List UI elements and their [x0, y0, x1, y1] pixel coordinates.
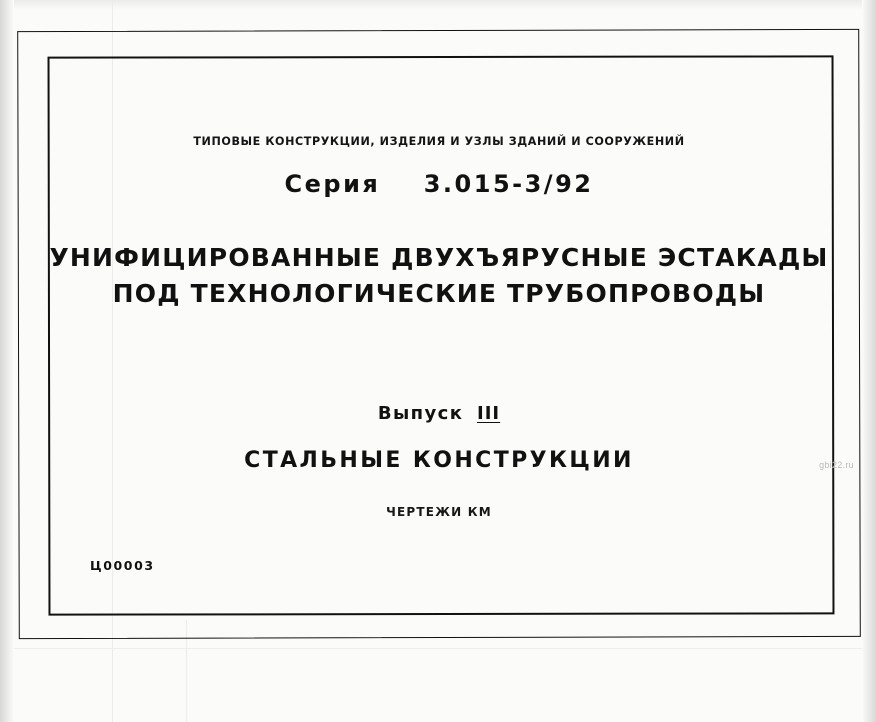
page-subtitle: СТАЛЬНЫЕ КОНСТРУКЦИИ [244, 448, 634, 473]
title-page-content [48, 56, 830, 611]
page-title [48, 240, 830, 311]
series-prefix-label: Серия [284, 170, 381, 198]
page-title-line-2: ПОД ТЕХНОЛОГИЧЕСКИЕ ТРУБОПРОВОДЫ [112, 278, 766, 308]
watermark: gbi22.ru [819, 460, 854, 470]
paper-fold-line-bottom [14, 648, 862, 649]
series-number-value: 3.015-3/92 [423, 170, 594, 198]
scan-edge-left [0, 0, 14, 722]
issue-number: III [477, 403, 501, 424]
issue-label: Выпуск [377, 403, 464, 424]
page-title-line-1: УНИФИЦИРОВАННЫЕ ДВУХЪЯРУСНЫЕ ЭСТАКАДЫ [49, 243, 829, 272]
scan-edge-top [0, 0, 876, 10]
drawings-note: ЧЕРТЕЖИ КМ [386, 505, 492, 519]
series-category-label: ТИПОВЫЕ КОНСТРУКЦИИ, ИЗДЕЛИЯ И УЗЛЫ ЗДАНИЙ И СООРУЖЕНИЙ [193, 134, 685, 148]
document-code: Ц00003 [90, 558, 155, 573]
series-designation [48, 170, 830, 198]
scan-edge-right [862, 0, 876, 722]
issue-line [48, 403, 830, 424]
